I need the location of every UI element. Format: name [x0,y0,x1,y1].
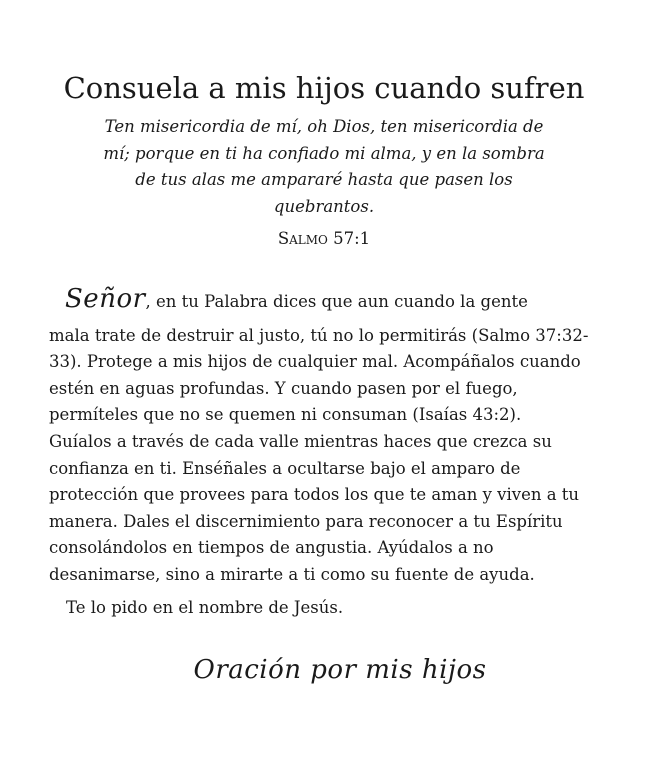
prayer-text [49,286,589,621]
book-signature: Oración por mis hijos [193,655,487,685]
prayer-initial-word: Señor [65,284,146,314]
prayer-body: mala trate de destruir al justo, tú no lo permitirás (Salmo 37:32-33). Protege a mis hijos de cualquier mal. Acompáñalos cuando estén en aguas profundas. Y cuando pasen por el fuego, permíteles que no se quemen ni consuman (Isaías 43:2). Guíalos a través de cada valle mientras haces que crezca su confianza en ti. Enséñales a ocultarse bajo el amparo de protección que provees para todos los que te aman y viven a tu manera. Dales el discernimiento para reconocer a tu Espíritu consolándolos en tiempos de angustia. Ayúdalos a no desanimarse, sino a mirarte a ti como su fuente de ayuda. [49,325,589,584]
scripture-verse: Ten misericordia de mí, oh Dios, ten misericordia de mí; porque en ti ha confiado mi alma, y en la sombra de tus alas me ampararé hasta que pasen los quebrantos. [103,117,545,216]
prayer-first-line-rest: , en tu Palabra dices que aun cuando la gente [145,292,528,311]
page-title: Consuela a mis hijos cuando sufren [63,71,585,106]
scripture-reference: Salmo 57:1 [277,229,371,248]
prayer-first-line [49,286,589,316]
prayer-closing: Te lo pido en el nombre de Jesús. [66,597,344,617]
